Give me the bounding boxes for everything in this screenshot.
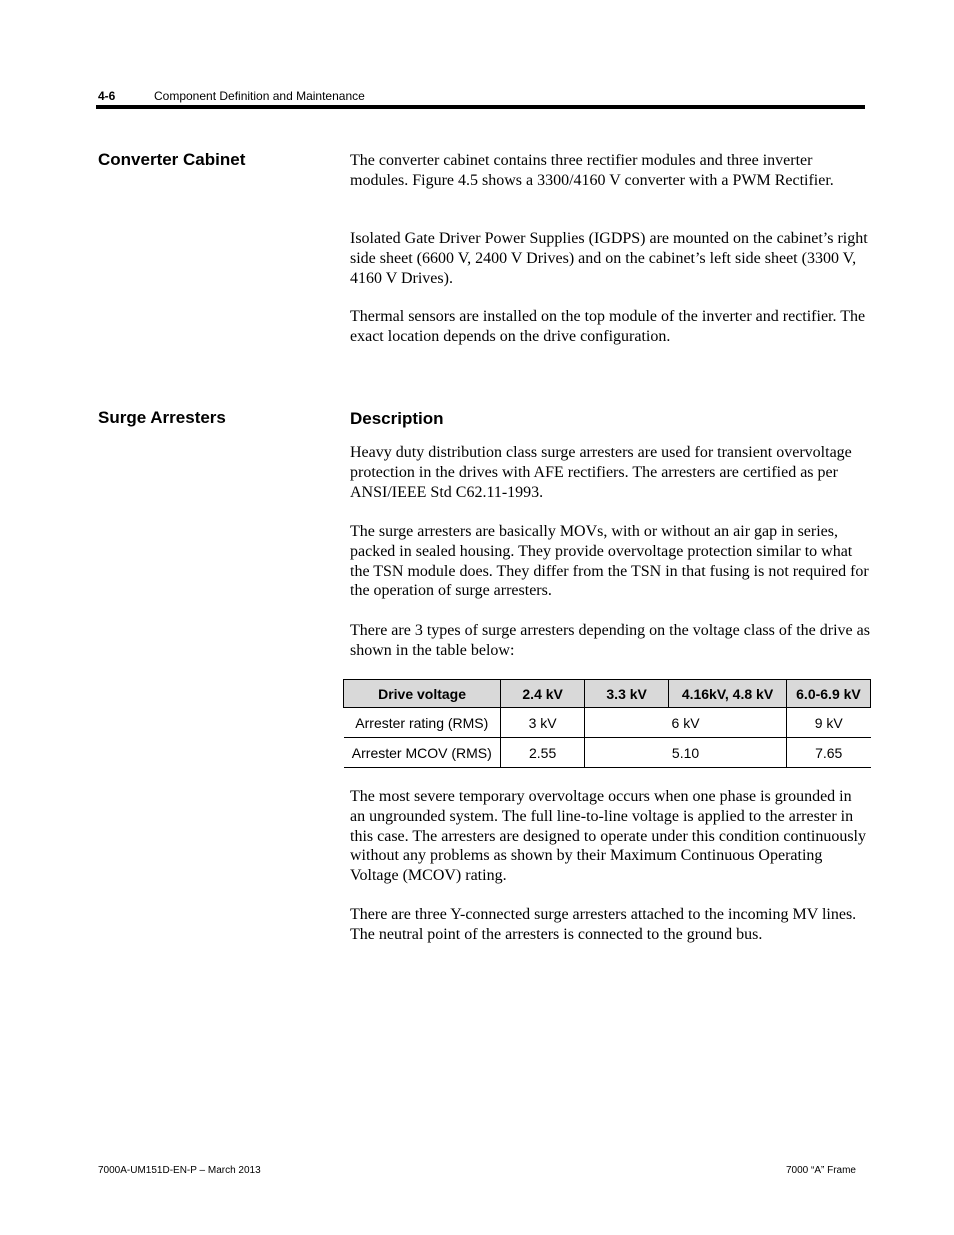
paragraph: Thermal sensors are installed on the top module of the inverter and rectifier. The exact location depends on the drive configuration. [350, 308, 866, 345]
product-name: 7000 “A” Frame [785, 1165, 856, 1176]
page-number: 4-6 [98, 89, 116, 103]
table-cell: 2.55 [501, 738, 585, 768]
paragraph: There are 3 types of surge arresters depending on the voltage class of the drive as shown in the table below: [350, 622, 870, 659]
surge-arrester-table [343, 679, 871, 768]
table-row [344, 738, 871, 768]
paragraph: Heavy duty distribution class surge arresters are used for transient overvoltage protection in the drives with AFE rectifiers. The arresters are certified as per ANSI/IEEE Std C62.11-1993. [350, 444, 852, 501]
surge-arresters-heading: Surge Arresters [98, 408, 226, 427]
document-id: 7000A-UM151D-EN-P – March 2013 [98, 1165, 261, 1176]
paragraph: The most severe temporary overvoltage occurs when one phase is grounded in an ungrounded system. The full line-to-line voltage is applied to the arrester in this case. The arresters are designed to operate under this condition continuously without any problems as shown by their Maximum Continuous Operating Voltage (MCOV) rating. [350, 788, 866, 885]
table-cell: Arrester MCOV (RMS) [344, 738, 501, 768]
table-header-cell: 2.4 kV [501, 680, 585, 708]
table-header-cell: Drive voltage [344, 680, 501, 708]
converter-cabinet-heading: Converter Cabinet [98, 150, 246, 169]
table-cell: 3 kV [501, 708, 585, 738]
header-rule [96, 105, 865, 109]
table-cell: Arrester rating (RMS) [344, 708, 501, 738]
table-header-cell: 3.3 kV [585, 680, 669, 708]
table-cell: 6 kV [585, 708, 787, 738]
table-cell: 9 kV [786, 708, 870, 738]
description-subheading: Description [350, 409, 444, 428]
table-row [344, 708, 871, 738]
paragraph: The surge arresters are basically MOVs, with or without an air gap in series, packed in sealed housing. They provide overvoltage protection similar to what the TSN module does. They differ from the TSN in that fusing is not required for the operation of surge arresters. [350, 523, 869, 600]
table-cell: 7.65 [786, 738, 870, 768]
paragraph: The converter cabinet contains three rectifier modules and three inverter modules. Figure 4.5 shows a 3300/4160 V converter with a PWM Rectifier. [350, 152, 834, 189]
table-header-cell: 6.0-6.9 kV [786, 680, 870, 708]
table-cell: 5.10 [585, 738, 787, 768]
table-header-row [344, 680, 871, 708]
paragraph: Isolated Gate Driver Power Supplies (IGDPS) are mounted on the cabinet’s right side sheet (6600 V, 2400 V Drives) and on the cabinet’s left side sheet (3300 V, 4160 V Drives). [350, 230, 868, 287]
table-header-cell: 4.16kV, 4.8 kV [669, 680, 787, 708]
chapter-title: Component Definition and Maintenance [154, 89, 365, 103]
paragraph: There are three Y-connected surge arresters attached to the incoming MV lines. The neutral point of the arresters is connected to the ground bus. [350, 906, 857, 943]
